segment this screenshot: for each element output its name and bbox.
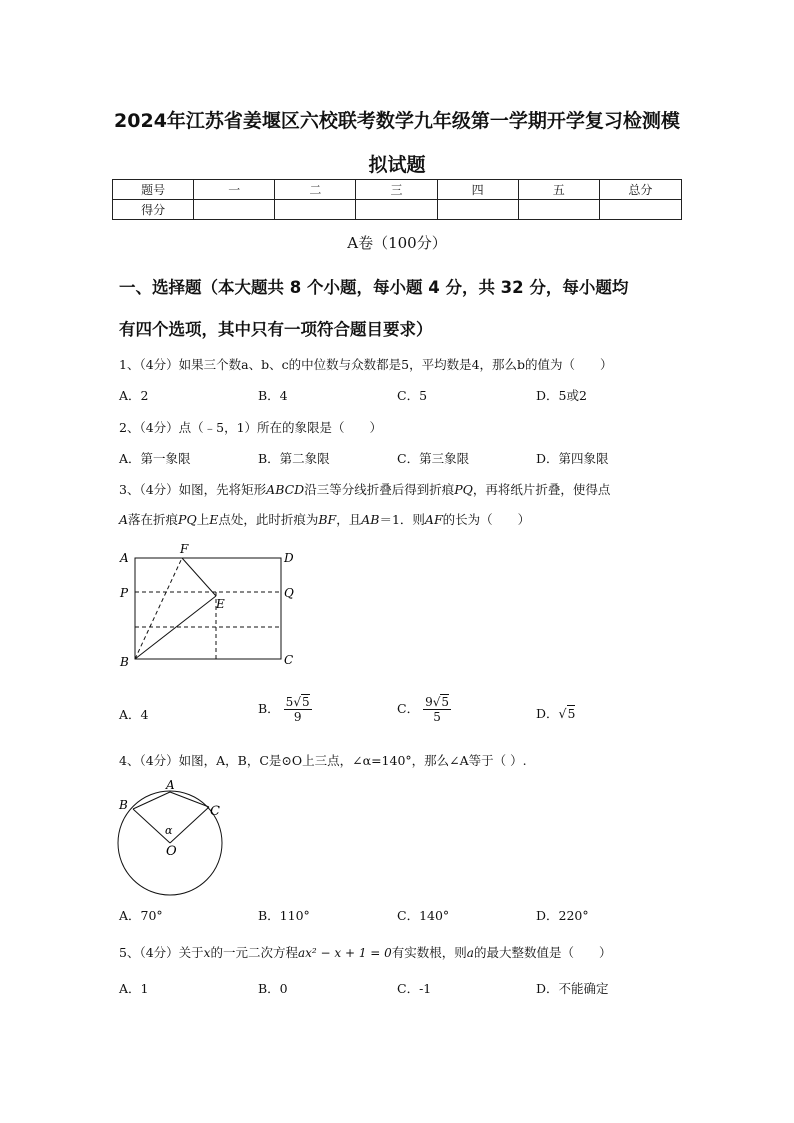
q3-text: 点处，此时折痕为	[218, 512, 319, 527]
numerator-coefficient: 9	[425, 695, 433, 709]
score-cell[interactable]	[437, 200, 518, 220]
document-title-line1: 2024年江苏省姜堰区六校联考数学九年级第一学期开学复习检测模	[114, 110, 680, 132]
q3-text: 沿三等分线折叠后得到折痕	[304, 482, 455, 497]
q3-option-c-letter: C．	[397, 700, 420, 716]
q2-option-a[interactable]: A．第一象限	[119, 451, 191, 466]
section-heading-line1: 一、选择题（本大题共 8 个小题，每小题 4 分，共 32 分，每小题均	[119, 278, 629, 297]
label-c: C	[284, 653, 294, 667]
score-table	[112, 179, 682, 220]
label-alpha: α	[165, 824, 173, 837]
segment-be	[135, 596, 216, 659]
denominator: 9	[293, 710, 302, 725]
label-e: E	[216, 597, 225, 611]
q5-text: 的最大整数值是（ ）	[473, 945, 612, 960]
score-cell[interactable]	[599, 200, 681, 220]
q5-equation: ax² − x + 1 = 0	[297, 946, 392, 960]
q3-text: 上	[196, 512, 210, 527]
q3-text: ＝1．则	[379, 512, 425, 527]
q3-option-a[interactable]: A．4	[119, 707, 149, 722]
q3-option-b[interactable]	[258, 694, 312, 725]
score-cell[interactable]	[356, 200, 437, 220]
label-q: Q	[284, 586, 294, 600]
q4-option-b[interactable]: B．110°	[258, 908, 310, 923]
label-f: F	[180, 542, 189, 556]
crease-bf	[135, 558, 182, 659]
radius-oc	[170, 807, 209, 843]
q3-var: BF	[318, 512, 337, 527]
label-o: O	[166, 844, 177, 859]
q5-option-a[interactable]: A．1	[119, 981, 149, 996]
score-header-cell: 三	[356, 180, 437, 200]
label-b: B	[120, 655, 129, 669]
q3-option-b-letter: B．	[258, 700, 280, 716]
q1-option-c[interactable]: C．5	[397, 388, 428, 403]
fraction: $\frac{5√5}{9}$	[285, 695, 310, 725]
question-3-stem-line1	[119, 480, 610, 498]
question-2-stem: 2、（4分）点（﹣5，1）所在的象限是（ ）	[119, 420, 383, 435]
q3-var: PQ	[454, 482, 473, 497]
q2-option-d[interactable]: D．第四象限	[536, 451, 609, 466]
q3-text: ，再将纸片折叠，使得点	[472, 482, 611, 497]
question-5-stem	[119, 943, 611, 961]
score-header-cell: 二	[275, 180, 356, 200]
volume-heading: A卷（100分）	[347, 234, 447, 252]
q5-var: x	[203, 946, 211, 960]
segment-fe	[182, 558, 216, 596]
q3-text: 落在折痕	[128, 512, 179, 527]
score-header-cell: 四	[437, 180, 518, 200]
q3-var: AB	[361, 512, 380, 527]
q5-text: 有实数根，则	[391, 945, 467, 960]
q3-option-d[interactable]: D．√5	[536, 706, 576, 721]
score-header-cell: 题号	[113, 180, 194, 200]
q5-option-c[interactable]: C．-1	[397, 981, 432, 996]
q2-option-b[interactable]: B．第二象限	[258, 451, 330, 466]
label-d: D	[284, 551, 294, 565]
q3-var: E	[209, 512, 219, 527]
score-table-header-row	[113, 180, 682, 200]
q4-option-a[interactable]: A．70°	[119, 908, 163, 923]
score-header-cell: 一	[194, 180, 275, 200]
q1-option-b[interactable]: B．4	[258, 388, 288, 403]
fraction: $\frac{9√5}{5}$	[425, 695, 449, 725]
q5-text: 5、（4分）关于	[119, 945, 204, 960]
q5-var: a	[466, 946, 474, 960]
q5-option-d[interactable]: D．不能确定	[536, 981, 609, 996]
label-p: P	[120, 586, 129, 600]
q3-var: PQ	[178, 512, 197, 527]
score-row-label: 得分	[113, 200, 194, 220]
q4-circle-figure	[112, 776, 237, 896]
numerator-coefficient: 5	[285, 695, 294, 709]
q1-option-d[interactable]: D．5或2	[536, 388, 587, 403]
radicand: 5	[567, 706, 576, 721]
q3-option-d-letter: D．	[536, 706, 559, 721]
label-c: C	[210, 804, 220, 819]
rectangle-abcd	[135, 558, 281, 659]
question-4-stem: 4、（4分）如图，A，B，C是⊙O上三点，∠α=140°，那么∠A等于（ ）.	[119, 753, 527, 768]
score-cell[interactable]	[518, 200, 599, 220]
q3-var: AF	[424, 512, 443, 527]
question-1-stem: 1、（4分）如果三个数a、b、c的中位数与众数都是5，平均数是4，那么b的值为（ ）	[119, 357, 613, 372]
score-table-score-row	[113, 200, 682, 220]
q3-text: 3、（4分）如图，先将矩形	[119, 482, 267, 497]
section-heading-line2: 有四个选项，其中只有一项符合题目要求）	[119, 320, 433, 339]
q5-option-b[interactable]: B．0	[258, 981, 288, 996]
q3-var: A	[119, 512, 129, 527]
q3-text: ，且	[336, 512, 362, 527]
radicand: 5	[301, 695, 310, 709]
label-b: B	[119, 798, 128, 812]
q3-var: ABCD	[266, 482, 305, 497]
chord-ac	[170, 792, 209, 807]
q3-text: 的长为（ ）	[442, 512, 531, 527]
q5-text: 的一元二次方程	[210, 945, 298, 960]
q3-option-c[interactable]	[397, 694, 451, 725]
label-a: A	[120, 551, 129, 565]
radicand: 5	[441, 695, 449, 709]
denominator: 5	[433, 710, 441, 725]
label-a: A	[166, 778, 175, 792]
q1-option-a[interactable]: A．2	[119, 388, 149, 403]
score-cell[interactable]	[275, 200, 356, 220]
q4-option-d[interactable]: D．220°	[536, 908, 589, 923]
q4-option-c[interactable]: C．140°	[397, 908, 450, 923]
q2-option-c[interactable]: C．第三象限	[397, 451, 470, 466]
score-header-cell: 总分	[599, 180, 681, 200]
question-3-stem-line2	[119, 510, 530, 528]
score-header-cell: 五	[518, 180, 599, 200]
score-cell[interactable]	[194, 200, 275, 220]
q3-rectangle-figure	[114, 540, 304, 672]
document-title-line2: 拟试题	[368, 154, 426, 176]
